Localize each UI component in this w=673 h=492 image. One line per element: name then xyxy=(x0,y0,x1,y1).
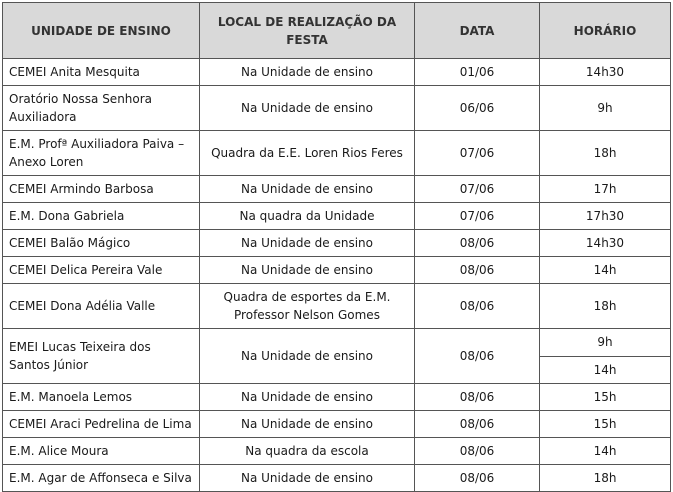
table-row xyxy=(3,329,671,384)
date-cell: 08/06 xyxy=(415,411,540,438)
time-cell: 17h30 xyxy=(540,203,671,230)
table-row xyxy=(3,86,671,131)
table-row xyxy=(3,203,671,230)
time-slot: 14h xyxy=(540,356,670,384)
time-cell: 18h xyxy=(540,284,671,329)
unit-cell: CEMEI Delica Pereira Vale xyxy=(3,257,200,284)
unit-cell: E.M. Dona Gabriela xyxy=(3,203,200,230)
schedule-body xyxy=(3,59,671,492)
unit-cell: E.M. Manoela Lemos xyxy=(3,384,200,411)
time-cell: 14h xyxy=(540,257,671,284)
time-cell: 14h xyxy=(540,438,671,465)
unit-cell: E.M. Alice Moura xyxy=(3,438,200,465)
local-cell: Na Unidade de ensino xyxy=(200,176,415,203)
date-cell: 08/06 xyxy=(415,329,540,384)
header-date: DATA xyxy=(415,3,540,59)
unit-cell: E.M. Agar de Affonseca e Silva xyxy=(3,465,200,492)
date-cell: 06/06 xyxy=(415,86,540,131)
time-cell xyxy=(540,329,671,384)
unit-cell: CEMEI Araci Pedrelina de Lima xyxy=(3,411,200,438)
unit-cell: E.M. Profª Auxiliadora Paiva – Anexo Loren xyxy=(3,131,200,176)
time-cell: 17h xyxy=(540,176,671,203)
unit-cell: Oratório Nossa Senhora Auxiliadora xyxy=(3,86,200,131)
date-cell: 08/06 xyxy=(415,465,540,492)
local-cell: Na Unidade de ensino xyxy=(200,411,415,438)
table-row xyxy=(3,411,671,438)
date-cell: 07/06 xyxy=(415,176,540,203)
table-row xyxy=(3,438,671,465)
local-cell: Na Unidade de ensino xyxy=(200,257,415,284)
local-cell: Quadra de esportes da E.M. Professor Nelson Gomes xyxy=(200,284,415,329)
date-cell: 08/06 xyxy=(415,438,540,465)
table-row xyxy=(3,59,671,86)
table-row xyxy=(3,384,671,411)
time-cell: 9h xyxy=(540,86,671,131)
unit-cell: CEMEI Balão Mágico xyxy=(3,230,200,257)
date-cell: 08/06 xyxy=(415,284,540,329)
local-cell: Na Unidade de ensino xyxy=(200,465,415,492)
time-cell: 15h xyxy=(540,384,671,411)
table-row xyxy=(3,131,671,176)
date-cell: 08/06 xyxy=(415,230,540,257)
time-cell: 18h xyxy=(540,465,671,492)
time-cell: 18h xyxy=(540,131,671,176)
local-cell: Na quadra da Unidade xyxy=(200,203,415,230)
local-cell: Na Unidade de ensino xyxy=(200,329,415,384)
time-cell: 15h xyxy=(540,411,671,438)
table-row xyxy=(3,284,671,329)
time-cell: 14h30 xyxy=(540,230,671,257)
header-time: HORÁRIO xyxy=(540,3,671,59)
local-cell: Na Unidade de ensino xyxy=(200,230,415,257)
table-row xyxy=(3,257,671,284)
header-row xyxy=(3,3,671,59)
unit-cell: CEMEI Dona Adélia Valle xyxy=(3,284,200,329)
unit-cell: CEMEI Anita Mesquita xyxy=(3,59,200,86)
local-cell: Na quadra da escola xyxy=(200,438,415,465)
date-cell: 08/06 xyxy=(415,384,540,411)
local-cell: Quadra da E.E. Loren Rios Feres xyxy=(200,131,415,176)
local-cell: Na Unidade de ensino xyxy=(200,384,415,411)
time-slot: 9h xyxy=(597,335,613,350)
local-cell: Na Unidade de ensino xyxy=(200,86,415,131)
table-row xyxy=(3,465,671,492)
date-cell: 07/06 xyxy=(415,131,540,176)
header-unit: UNIDADE DE ENSINO xyxy=(3,3,200,59)
unit-cell: CEMEI Armindo Barbosa xyxy=(3,176,200,203)
date-cell: 01/06 xyxy=(415,59,540,86)
date-cell: 08/06 xyxy=(415,257,540,284)
schedule-table xyxy=(2,2,671,492)
table-row xyxy=(3,176,671,203)
date-cell: 07/06 xyxy=(415,203,540,230)
unit-cell: EMEI Lucas Teixeira dos Santos Júnior xyxy=(3,329,200,384)
table-row xyxy=(3,230,671,257)
time-cell: 14h30 xyxy=(540,59,671,86)
local-cell: Na Unidade de ensino xyxy=(200,59,415,86)
header-local: LOCAL DE REALIZAÇÃO DA FESTA xyxy=(200,3,415,59)
